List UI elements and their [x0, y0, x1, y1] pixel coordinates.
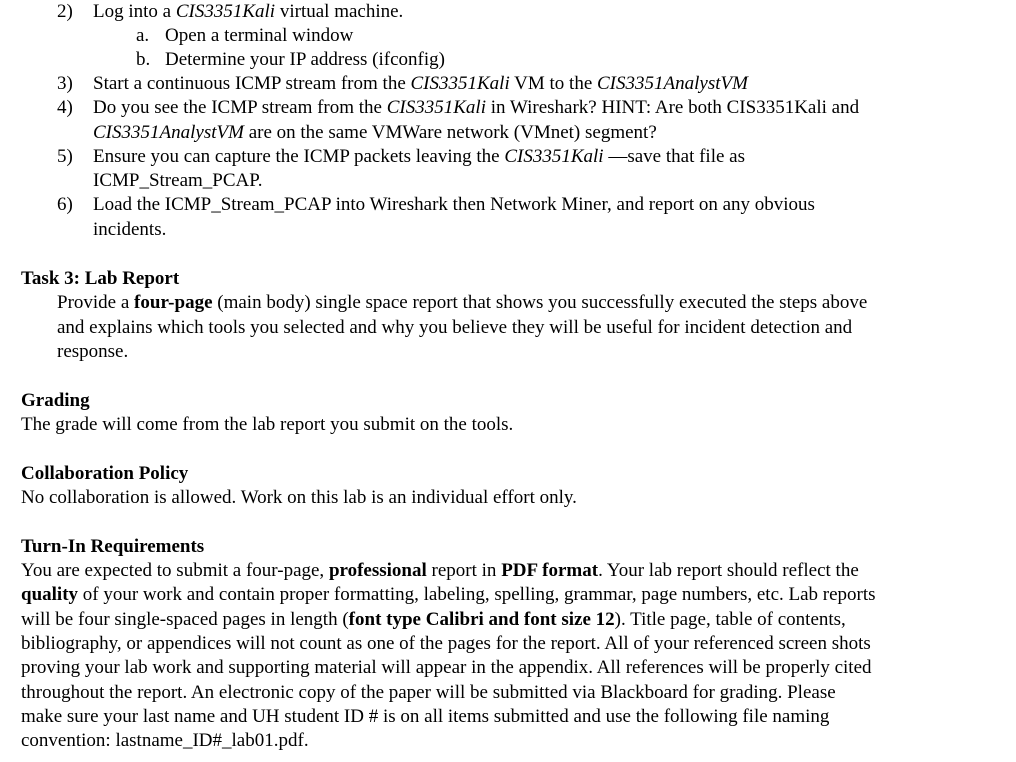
step-6: 6) Load the ICMP_Stream_PCAP into Wireshark then Network Miner, and report on any obvious	[57, 194, 815, 215]
collab-text: No collaboration is allowed. Work on this lab is an individual effort only.	[21, 487, 577, 508]
step-3: 3) Start a continuous ICMP stream from the CIS3351Kali VM to the CIS3351AnalystVM	[57, 73, 748, 94]
turnin-line-2: quality of your work and contain proper formatting, labeling, spelling, grammar, page numbers, etc. Lab reports	[21, 584, 876, 605]
turnin-heading: Turn-In Requirements	[21, 536, 205, 557]
task3-line-3: response.	[57, 341, 129, 362]
turnin-line-5: proving your lab work and supporting material will appear in the appendix. All references will be properly cited	[21, 657, 872, 678]
collab-heading: Collaboration Policy	[21, 463, 189, 484]
step-4-cont: CIS3351AnalystVM are on the same VMWare network (VMnet) segment?	[93, 122, 657, 143]
grading-text: The grade will come from the lab report you submit on the tools.	[21, 414, 514, 435]
substep-b: b. Determine your IP address (ifconfig)	[136, 49, 445, 70]
step-number: 2)	[57, 1, 73, 22]
grading-heading: Grading	[21, 390, 90, 411]
substep-a: a. Open a terminal window	[136, 25, 354, 46]
turnin-line-4: bibliography, or appendices will not count as one of the pages for the report. All of your referenced screen shots	[21, 633, 871, 654]
step-5: 5) Ensure you can capture the ICMP packets leaving the CIS3351Kali —save that file as	[57, 146, 745, 167]
turnin-line-3: will be four single-spaced pages in length (font type Calibri and font size 12). Title page, table of contents,	[21, 609, 846, 630]
turnin-line-7: make sure your last name and UH student ID # is on all items submitted and use the following file naming	[21, 706, 830, 727]
task3-heading: Task 3: Lab Report	[21, 268, 180, 289]
task3-line-1: Provide a four-page (main body) single space report that shows you successfully executed the steps above	[57, 292, 868, 313]
step-6-cont: incidents.	[93, 219, 167, 240]
step-5-cont: ICMP_Stream_PCAP.	[93, 170, 263, 191]
task3-line-2: and explains which tools you selected and why you believe they will be useful for incident detection and	[57, 317, 853, 338]
turnin-line-6: throughout the report. An electronic copy of the paper will be submitted via Blackboard for grading. Please	[21, 682, 836, 703]
step-2: 2) Log into a CIS3351Kali virtual machine.	[57, 0, 403, 24]
turnin-line-8: convention: lastname_ID#_lab01.pdf.	[21, 730, 309, 751]
step-4: 4) Do you see the ICMP stream from the CIS3351Kali in Wireshark? HINT: Are both CIS3351Kali and	[57, 97, 860, 118]
turnin-line-1: You are expected to submit a four-page, professional report in PDF format. Your lab report should reflect the	[21, 560, 859, 581]
